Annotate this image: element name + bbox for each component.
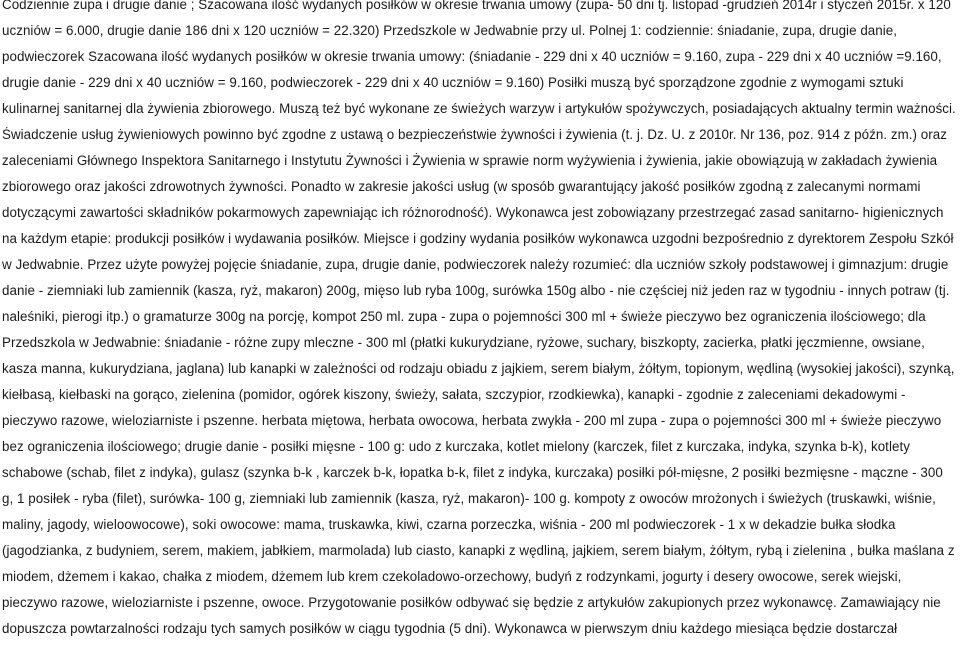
text-line: (jagodzianka, z budyniem, serem, makiem, jabłkiem, marmolada) lub ciasto, kanapki z wędliną, jajkiem, serem białym, żółtym, rybą i zielenina , bułka maślana z [2, 543, 955, 558]
text-line: pieczywo razowe, wieloziarniste i pszenne, owoce. Przygotowanie posiłków odbywać się będzie z artykułów zakupionych przez wykonawcę. Zamawiający nie [2, 595, 941, 610]
text-line: Codziennie zupa i drugie danie ; Szacowana ilość wydanych posiłków w okresie trwania umowy (zupa- 50 dni tj. listopad -grudzień 2014r i styczeń 2015r. x 120 [2, 0, 951, 12]
text-line: kulinarnej sanitarnej dla żywienia zbiorowego. Muszą też być wykonane ze świeżych warzyw i artykułów spożywczych, posiadających aktualny termin ważności. [2, 101, 956, 116]
text-line: zbiorowego oraz jakości zdrowotnych żywności. Ponadto w zakresie jakości usług (w sposób gwarantujący jakość posiłków zgodną z zalecanymi normami [2, 179, 921, 194]
text-line: dotyczącymi zawartości składników pokarmowych zapewniając ich różnorodność). Wykonawca jest zobowiązany przestrzegać zasad sanitarno- higienicznych [2, 205, 944, 220]
text-line: schabowe (schab, filet z indyka), gulasz (szynka b-k , karczek b-k, łopatka b-k, filet z indyka, kurczaka) posiłki pół-mięsne, 2 posiłki bezmięsne - mączne - 300 [2, 465, 943, 480]
text-line: pieczywo razowe, wieloziarniste i pszenne. herbata miętowa, herbata owocowa, herbata zwykła - 200 ml zupa - zupa o pojemności 300 ml + świeże pieczywo [2, 413, 942, 428]
text-line: bez ograniczenia ilościowego; drugie danie - posiłki mięsne - 100 g: udo z kurczaka, kotlet mielony (karczek, filet z kurczaka, indyka, szynka b-k), kotlety [2, 439, 910, 454]
text-line: na każdym etapie: produkcji posiłków i wydawania posiłków. Miejsce i godziny wydania posiłków wykonawca uzgodni bezpośrednio z dyrektorem Zespołu Szkół [2, 231, 954, 246]
text-line: podwieczorek Szacowana ilość wydanych posiłków w okresie trwania umowy: (śniadanie - 229 dni x 40 uczniów = 9.160, zupa - 229 dni x 40 uczniów =9.160, [2, 49, 942, 64]
text-line: kasza manna, kukurydziana, jaglana) lub kanapki w zależności od rodzaju obiadu z jajkiem, serem białym, żółtym, topionym, wędliną (wysokiej jakości), szynką, [2, 361, 955, 376]
text-line: w Jedwabnie. Przez użyte powyżej pojęcie śniadanie, zupa, drugie danie, podwieczorek należy rozumieć: dla uczniów szkoły podstawowej i gimnazjum: drugie [2, 257, 949, 272]
text-line: maliny, jagody, wieloowocowe), soki owocowe: mama, truskawka, kiwi, czarna porzeczka, wiśnia - 200 ml podwieczorek - 1 x w dekadzie bułka słodka [2, 517, 896, 532]
text-line: danie - ziemniaki lub zamiennik (kasza, ryż, makaron) 200g, mięso lub ryba 100g, surówka 150g albo - nie częściej niż jeden raz w tygodniu - innych potraw (tj. [2, 283, 950, 298]
text-line: Świadczenie usług żywieniowych powinno być zgodne z ustawą o bezpieczeństwie żywności i żywienia (t. j. Dz. U. z 2010r. Nr 136, poz. 914 z późn. zm.) oraz [2, 127, 947, 142]
text-line: dopuszcza powtarzalności rodzaju tych samych posiłków w ciągu tygodnia (5 dni). Wykonawca w pierwszym dniu każdego miesiąca będzie dostarczał [2, 621, 898, 636]
text-line: g, 1 posiłek - ryba (filet), surówka- 100 g, ziemniaki lub zamiennik (kasza, ryż, makaron)- 100 g. kompoty z owoców mrożonych i świeżych (truskawki, wiśnie, [2, 491, 936, 506]
text-line: naleśniki, pierogi itp.) o gramaturze 300g na porcję, kompot 250 ml. zupa - zupa o pojemności 300 ml + świeże pieczywo bez ograniczenia ilościowego; dla [2, 309, 926, 324]
text-line: drugie danie - 229 dni x 40 uczniów = 9.160, podwieczorek - 229 dni x 40 uczniów = 9.160) Posiłki muszą być sporządzone zgodnie z wymogami sztuki [2, 75, 904, 90]
text-line: zaleceniami Głównego Inspektora Sanitarnego i Instytutu Żywności i Żywienia w sprawie norm wyżywienia i żywienia, jakie obowiązują w zakładach żywienia [2, 153, 938, 168]
text-line: uczniów = 6.000, drugie danie 186 dni x 120 uczniów = 22.320) Przedszkole w Jedwabnie przy ul. Polnej 1: codziennie: śniadanie, zupa, drugie danie, [2, 23, 898, 38]
text-line: kiełbasą, kiełbaski na gorąco, zielenina (pomidor, ogórek kiszony, świeży, sałata, szczypior, rzodkiewka), kanapki - zgodnie z zaleceniami dekadowymi - [2, 387, 906, 402]
text-line: miodem, dżemem i kakao, chałka z miodem, dżemem lub krem czekoladowo-orzechowy, budyń z rodzynkami, jogurty i desery owocowe, serek wiejski, [2, 569, 902, 584]
text-line: Przedszkola w Jedwabnie: śniadanie - różne zupy mleczne - 300 ml (płatki kukurydziane, ryżowe, suchary, biszkopty, zacierka, płatki jęczmienne, owsiane, [2, 335, 925, 350]
